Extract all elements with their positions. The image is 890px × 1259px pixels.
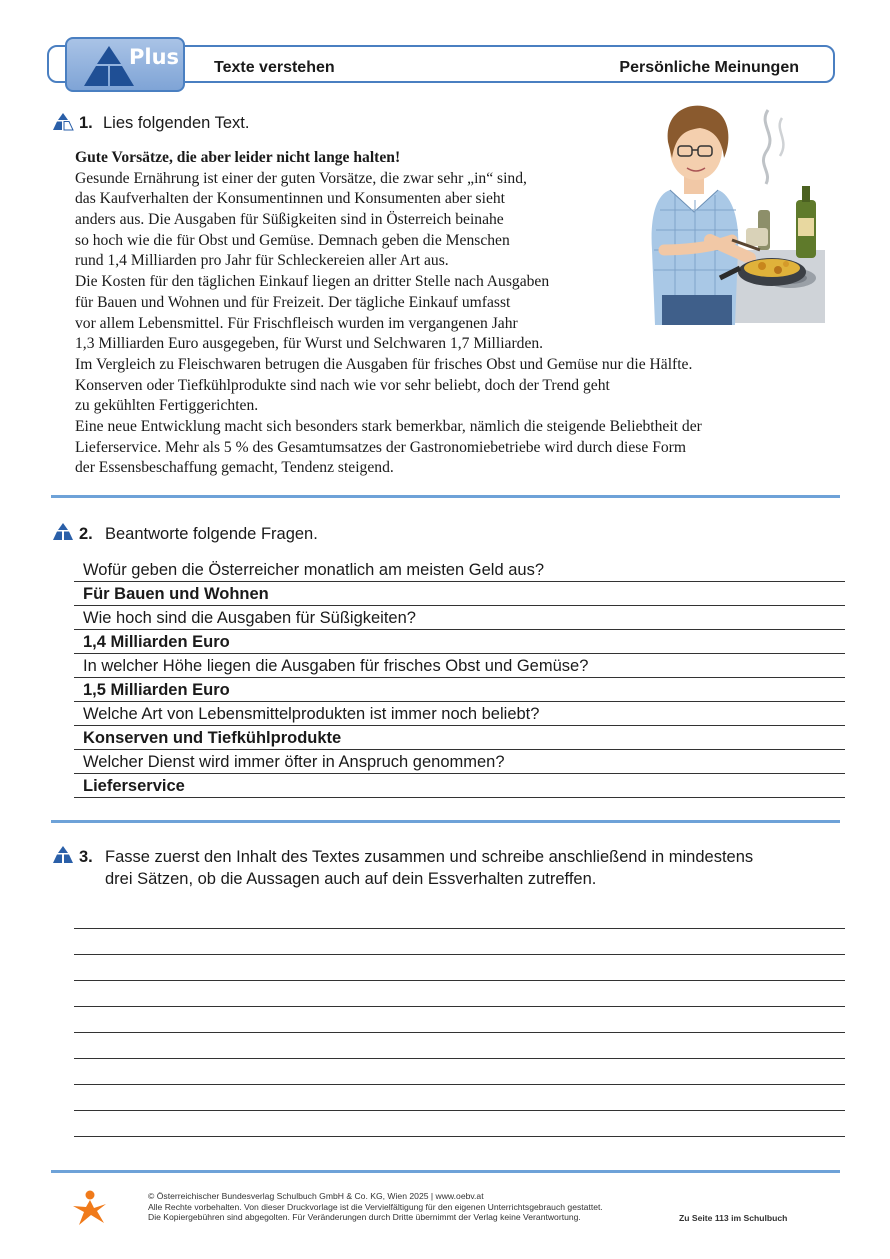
- answer-line[interactable]: 1,4 Milliarden Euro: [74, 630, 845, 654]
- reading-text-line: Konserven oder Tiefkühlprodukte sind nach wie vor sehr beliebt, doch der Trend geht: [75, 376, 610, 394]
- footer-copyright: © Österreichischer Bundesverlag Schulbuch GmbH & Co. KG, Wien 2025 | www.oebv.at: [148, 1191, 484, 1201]
- reading-text-line: Lieferservice. Mehr als 5 % des Gesamtumsatzes der Gastronomiebetriebe wird durch diese Form: [75, 438, 686, 456]
- task1-instruction: Lies folgenden Text.: [103, 114, 250, 132]
- answer-line[interactable]: Konserven und Tiefkühlprodukte: [74, 726, 845, 750]
- footer-divider: [51, 1170, 840, 1173]
- reading-text-title: Gute Vorsätze, die aber leider nicht lange halten!: [75, 149, 401, 166]
- cooking-person-illustration: [640, 100, 830, 325]
- answer-line[interactable]: Für Bauen und Wohnen: [74, 582, 845, 606]
- writing-line[interactable]: [74, 1136, 845, 1137]
- question-line: Wie hoch sind die Ausgaben für Süßigkeiten?: [74, 606, 845, 630]
- answer-line[interactable]: Lieferservice: [74, 774, 845, 798]
- reading-text-line: der Essensbeschaffung gemacht, Tendenz steigend.: [75, 459, 394, 477]
- section-divider: [51, 495, 840, 498]
- writing-line[interactable]: [74, 1084, 845, 1085]
- header-topic-title: Persönliche Meinungen: [619, 59, 799, 76]
- question-line: Wofür geben die Österreicher monatlich am meisten Geld aus?: [74, 558, 845, 582]
- writing-line[interactable]: [74, 980, 845, 981]
- reading-text-line: Eine neue Entwicklung macht sich besonders stark bemerkbar, nämlich die steigende Beliebtheit der: [75, 417, 702, 435]
- reading-text-line: Gesunde Ernährung ist einer der guten Vorsätze, die zwar sehr „in“ sind,: [75, 169, 527, 187]
- question-line: In welcher Höhe liegen die Ausgaben für frisches Obst und Gemüse?: [74, 654, 845, 678]
- writing-line[interactable]: [74, 1006, 845, 1007]
- level-pyramid-icon: [52, 522, 74, 542]
- level-pyramid-icon: [52, 112, 74, 132]
- footer-legal: [148, 1191, 603, 1223]
- task3-instruction-line2: drei Sätzen, ob die Aussagen auch auf dein Essverhalten zutreffen.: [105, 870, 597, 888]
- writing-line[interactable]: [74, 954, 845, 955]
- footer-rights: Alle Rechte vorbehalten. Von dieser Druckvorlage ist die Vervielfältigung für den eigenen Unterrichtsgebrauch gestattet.: [148, 1201, 603, 1212]
- task3-instruction-line1: Fasse zuerst den Inhalt des Textes zusammen und schreibe anschließend in mindestens: [105, 848, 754, 866]
- reading-text-line: Die Kosten für den täglichen Einkauf liegen an dritter Stelle nach Ausgaben: [75, 273, 550, 291]
- plus-badge: [65, 37, 185, 92]
- footer-fees: Die Kopiergebühren sind abgegolten. Für Veränderungen durch Dritte übernimmt der Verlag keine Verantwortung.: [148, 1212, 581, 1223]
- answer-line[interactable]: 1,5 Milliarden Euro: [74, 678, 845, 702]
- reading-text-line: rund 1,4 Milliarden pro Jahr für Schleckereien aller Art aus.: [75, 252, 449, 270]
- plus-label: Plus: [129, 45, 180, 69]
- writing-line[interactable]: [74, 1110, 845, 1111]
- question-line: Welche Art von Lebensmittelprodukten ist immer noch beliebt?: [74, 702, 845, 726]
- footer-page-reference: Zu Seite 113 im Schulbuch: [679, 1213, 788, 1223]
- reading-text-line: für Bauen und Wohnen und für Freizeit. Der tägliche Einkauf umfasst: [75, 293, 511, 311]
- reading-text-line: Im Vergleich zu Fleischwaren betrugen die Ausgaben für frisches Obst und Gemüse nur die Hälfte.: [75, 355, 693, 373]
- task2-instruction: Beantworte folgende Fragen.: [105, 525, 318, 543]
- reading-text-line: zu gekühlten Fertiggerichten.: [75, 397, 259, 415]
- writing-line[interactable]: [74, 1058, 845, 1059]
- question-line: Welcher Dienst wird immer öfter in Anspruch genommen?: [74, 750, 845, 774]
- reading-text-line: das Kaufverhalten der Konsumentinnen und Konsumenten aber sieht: [75, 190, 506, 208]
- section-divider: [51, 820, 840, 823]
- task1-number: 1.: [79, 114, 93, 132]
- writing-line[interactable]: [74, 928, 845, 929]
- level-pyramid-icon: [52, 845, 74, 865]
- task3-number: 3.: [79, 848, 93, 866]
- publisher-logo-icon: [70, 1190, 110, 1228]
- header-section-title: Texte verstehen: [214, 59, 335, 76]
- reading-text-line: anders aus. Die Ausgaben für Süßigkeiten sind in Österreich beinahe: [75, 211, 504, 229]
- writing-line[interactable]: [74, 1032, 845, 1033]
- task2-number: 2.: [79, 525, 93, 543]
- reading-text-line: so hoch wie die für Obst und Gemüse. Demnach geben die Menschen: [75, 231, 510, 249]
- reading-text-line: 1,3 Milliarden Euro ausgegeben, für Wurst und Selchwaren 1,7 Milliarden.: [75, 335, 544, 353]
- reading-text-line: vor allem Lebensmittel. Für Frischfleisch wurden im vergangenen Jahr: [75, 314, 518, 332]
